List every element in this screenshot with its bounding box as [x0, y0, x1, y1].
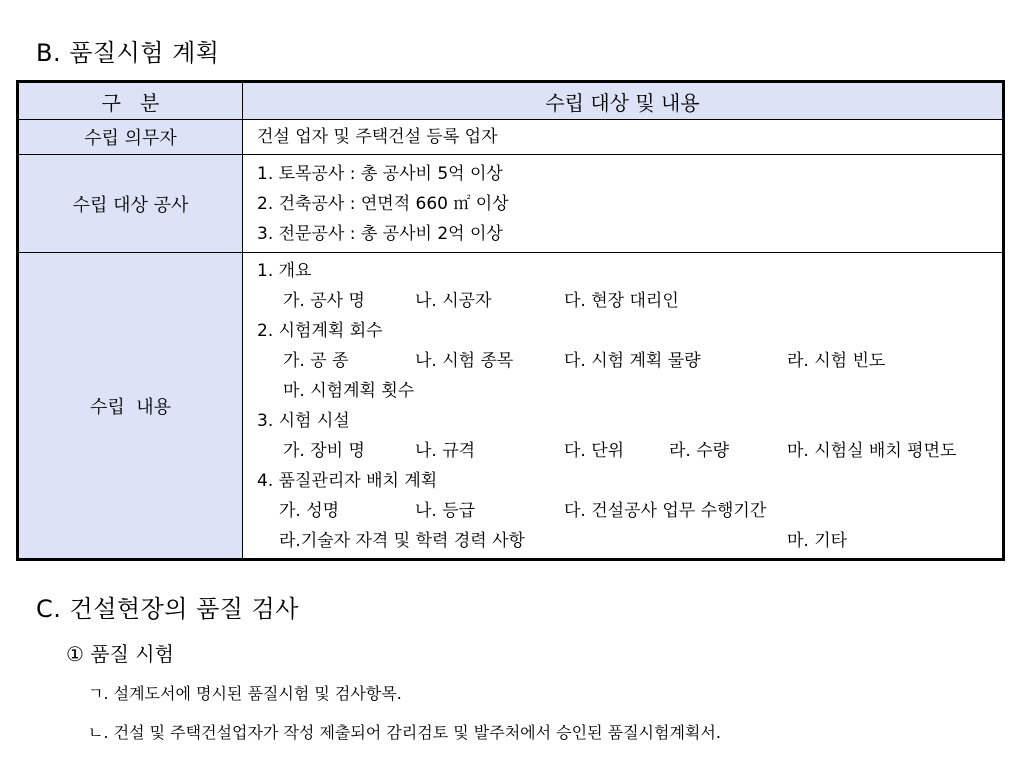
list-item: 다. 건설공사 업무 수행기간 — [564, 501, 767, 521]
list-item: 나. 규격 — [415, 441, 476, 461]
group-title: 3. 시험 시설 — [257, 411, 350, 431]
note-item: ㄴ. 건설 및 주택건설업자가 작성 제출되어 감리검토 및 발주처에서 승인된 품질시험계획서. — [88, 723, 721, 742]
row-content-plan — [243, 253, 1004, 560]
row-label-target: 수립 대상 공사 — [18, 155, 243, 253]
header-contents: 수립 대상 및 내용 — [243, 82, 1004, 120]
table-row — [18, 253, 1004, 560]
list-item: 가. 공 종 — [283, 351, 349, 371]
note-item: ㄱ. 설계도서에 명시된 품질시험 및 검사항목. — [88, 684, 402, 703]
list-item: 라.기술자 자격 및 학력 경력 사항 — [279, 531, 525, 551]
table-row — [18, 155, 1004, 253]
sub-items-row — [257, 436, 1002, 466]
list-item: 3. 전문공사 : 총 공사비 2억 이상 — [257, 224, 503, 244]
list-item: 다. 현장 대리인 — [564, 291, 679, 311]
list-item: 라. 수량 — [669, 441, 730, 461]
row-content-obligor — [243, 120, 1004, 155]
group-title: 4. 품질관리자 배치 계획 — [257, 471, 438, 491]
list-item: 가. 공사 명 — [283, 291, 365, 311]
group-title: 2. 시험계획 회수 — [257, 321, 383, 341]
table-row — [18, 120, 1004, 155]
list-item: 다. 시험 계획 물량 — [564, 351, 701, 371]
row-content-target — [243, 155, 1004, 253]
group-title: 1. 개요 — [257, 261, 312, 281]
subsection-title: ① 품질 시험 — [66, 642, 174, 666]
sub-items-row — [257, 376, 1002, 406]
list-item: 나. 시공자 — [415, 291, 492, 311]
quality-test-plan-table — [16, 80, 1005, 561]
list-item: 2. 건축공사 : 연면적 660 ㎡ 이상 — [257, 194, 509, 214]
list-item: 마. 시험실 배치 평면도 — [787, 441, 957, 461]
table-header-row — [18, 82, 1004, 120]
row-label-content: 수립 내용 — [18, 253, 243, 560]
row-label-obligor: 수립 의무자 — [18, 120, 243, 155]
list-item: 라. 시험 빈도 — [787, 351, 886, 371]
obligor-text: 건설 업자 및 주택건설 등록 업자 — [257, 127, 498, 147]
header-category: 구 분 — [18, 82, 243, 120]
sub-items-row — [257, 526, 1002, 556]
list-item: 나. 등급 — [415, 501, 476, 521]
list-item: 나. 시험 종목 — [415, 351, 514, 371]
sub-items-row — [257, 286, 1002, 316]
sub-items-row — [257, 496, 1002, 526]
list-item: 마. 기타 — [787, 531, 848, 551]
sub-items-row — [257, 346, 1002, 376]
list-item: 다. 단위 — [564, 441, 625, 461]
section-b-title: B. 품질시험 계획 — [36, 39, 220, 67]
list-item: 마. 시험계획 횟수 — [283, 381, 415, 401]
list-item: 1. 토목공사 : 총 공사비 5억 이상 — [257, 164, 503, 184]
list-item: 가. 장비 명 — [283, 441, 365, 461]
list-item: 가. 성명 — [279, 501, 340, 521]
section-c-title: C. 건설현장의 품질 검사 — [36, 595, 299, 623]
